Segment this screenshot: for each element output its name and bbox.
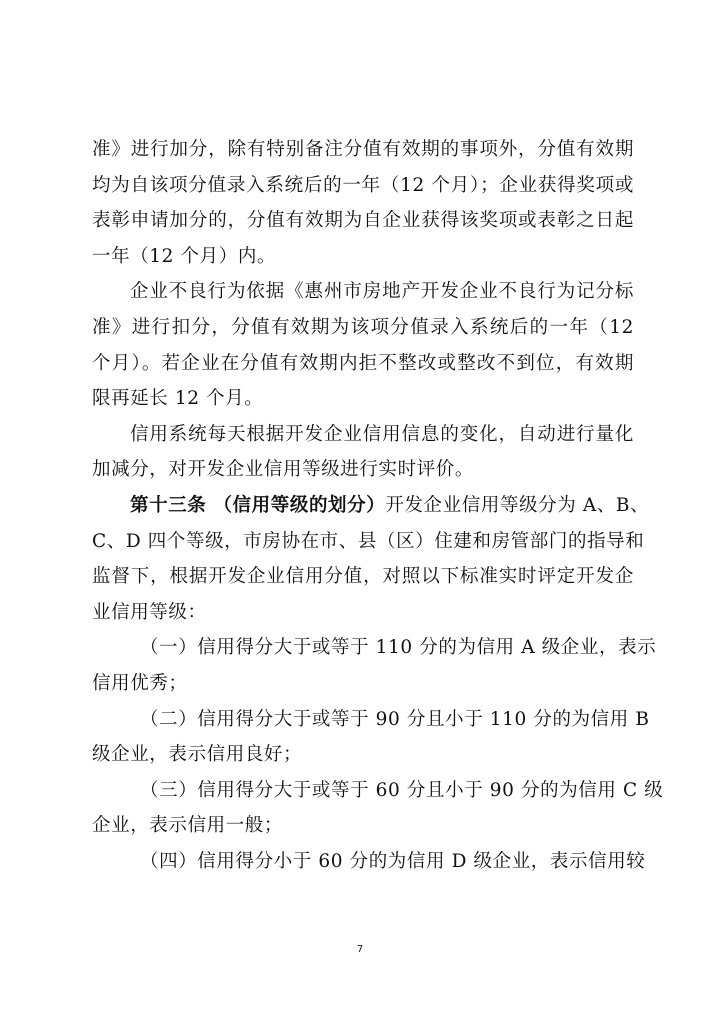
list-item-line: 企业，表示信用一般； xyxy=(92,815,284,837)
paragraph-line: 监督下，根据开发企业信用分值，对照以下标准实时评定开发企 xyxy=(92,566,634,588)
article-text: 开发企业信用等级分为 A、B、 xyxy=(385,494,650,516)
page-number: 7 xyxy=(356,944,364,955)
list-item-line: （三）信用得分大于或等于 60 分且小于 90 分的为信用 C 级 xyxy=(140,779,664,801)
list-item-line: （四）信用得分小于 60 分的为信用 D 级企业，表示信用较 xyxy=(140,850,646,872)
paragraph-line: 一年（12 个月）内。 xyxy=(92,245,277,267)
paragraph-line: C、D 四个等级，市房协在市、县（区）住建和房管部门的指导和 xyxy=(92,530,645,552)
paragraph-line: 表彰申请加分的，分值有效期为自企业获得该奖项或表彰之日起 xyxy=(92,210,634,232)
article-first-line xyxy=(92,488,650,524)
list-item-line: （一）信用得分大于或等于 110 分的为信用 A 级企业，表示 xyxy=(140,637,657,659)
paragraph-line: 加减分，对开发企业信用等级进行实时评价。 xyxy=(92,459,475,481)
paragraph-line: 限再延长 12 个月。 xyxy=(92,388,264,410)
paragraph-line: 企业不良行为依据《惠州市房地产开发企业不良行为记分标 xyxy=(130,281,634,303)
list-item-line: 级企业，表示信用良好； xyxy=(92,744,303,766)
paragraph-line: 准》进行加分，除有特别备注分值有效期的事项外，分值有效期 xyxy=(92,139,634,160)
list-item-line: 信用优秀； xyxy=(92,672,188,694)
paragraph-line: 个月）。若企业在分值有效期内拒不整改或整改不到位，有效期 xyxy=(92,352,634,374)
paragraph-line: 准》进行扣分，分值有效期为该项分值录入系统后的一年（12 xyxy=(92,316,634,338)
paragraph-line: 业信用等级： xyxy=(92,601,207,623)
paragraph-line: 均为自该项分值录入系统后的一年（12 个月）；企业获得奖项或 xyxy=(92,174,634,196)
list-item-line: （二）信用得分大于或等于 90 分且小于 110 分的为信用 B xyxy=(140,708,650,730)
article-heading: 第十三条 （信用等级的划分） xyxy=(130,494,386,516)
paragraph-line: 信用系统每天根据开发企业信用信息的变化，自动进行量化 xyxy=(130,423,634,445)
body-text xyxy=(92,132,664,879)
